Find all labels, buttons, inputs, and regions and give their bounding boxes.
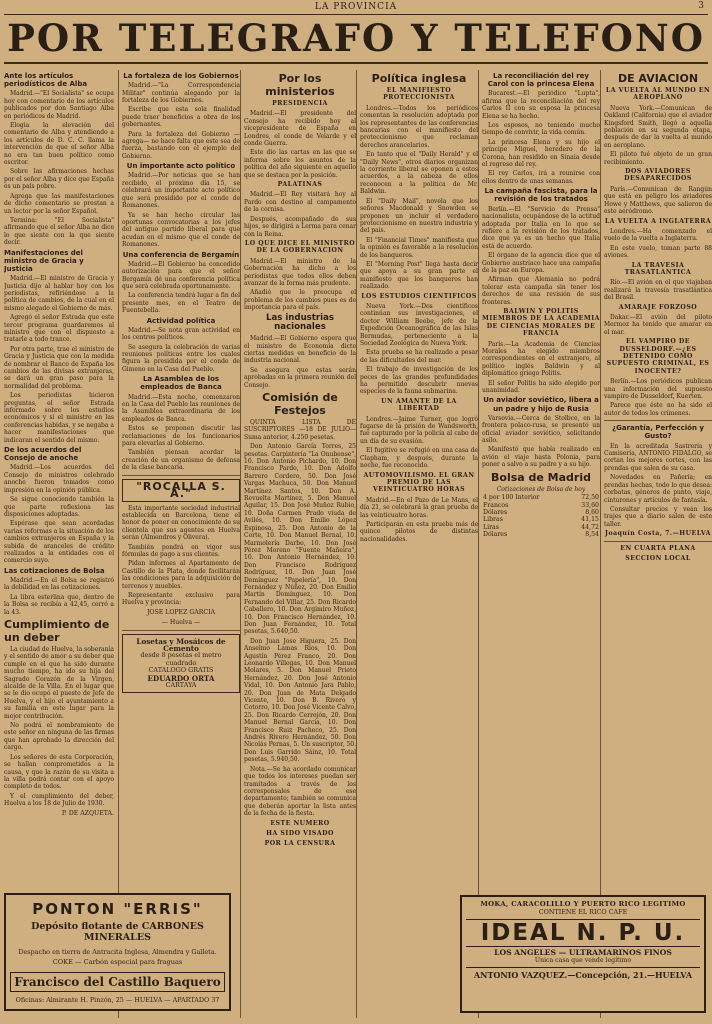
paragraph: Londres.—Jaime Turner, que logró fugarse de la prisión de Wandsworth, fué capturado por la policía al cabo de un día de su evasión. [360,415,478,445]
subhead: BALWIN Y POLITIS MIEMBROS DE LA ACADEMIA DE CIENCIAS MORALES DE FRANCIA [482,307,600,338]
headline: DE AVIACION [617,72,699,85]
paragraph: Representante exclusivo para Huelva y provincia: [122,591,240,607]
paragraph: Ya se han hecho circular las oportunas convocatorias a los jefes del antiguo partido liberal para que acudan en el mismo que el conde de Romanones. [122,211,240,249]
paragraph: Madrid.—En el Bolsa se registró la debilidad en las cotizaciones. [4,576,114,592]
paragraph: Madrid.—El Gobierno ha concedido autorización para que el señor Bergamín dé una conferencia política que será celebrada oportunamente. [122,260,240,290]
paragraph: La libra esterlina que, dentro de la Bolsa se recibía a 42,45, cerró a la 43. [4,593,114,616]
table-row [482,494,600,501]
headline: Las industrias nacionales [265,312,335,333]
subhead: AMARAJE FORZOSO [618,303,698,311]
ad-name: EDUARDO ORTA [147,673,215,683]
paragraph: El señor Politis ha sido elegido por unanimidad. [482,379,600,395]
divider [122,630,240,631]
headline: ¿Garantía, Perfección y Gusto? [612,424,704,441]
bolsa-subtitle: Cotizaciones de Bolsa de hoy [496,485,586,493]
paragraph: Pidan informes al Apartamento de Castillo de la Plata, donde facilitarán las condiciones para la adquisición de terrenos y muebles. [122,560,240,590]
paragraph: Espérase que sean acordadas varias reformas a la situación de los cambios extranjeros en España y la subida de aranceles de crédito realizados a la entidades con el comercio suyo. [4,520,115,565]
ideal-npu-ad [460,895,706,1013]
subhead: PRESIDENCIA [272,100,328,107]
subhead: UN AMANTE DE LA LIBERTAD [381,397,457,413]
headline: La fortaleza de los Gobiernos [123,72,239,80]
paragraph: Elogia la elevación del comentario de Alba y atendiendo a los artículos de D. C. C. llama la intervención de que el señor Alba no era tan buen político como escritor. [4,122,114,167]
paragraph: El "Morning Post" llega hasta decir que apoya a su gran parte el manifiesto que los banqueros han realizado. [360,260,478,291]
paragraph: Y el cumplimiento del deber, Huelva a los 18 de Julio de 1930. [4,792,114,808]
paragraph: Se asegura que estas serán aprobadas en la primera reunión del Consejo. [244,366,356,389]
paper-name: LA PROVINCIA [314,2,398,12]
headline: Las cotizaciones de Bolsa [4,566,105,575]
ponton-erris-ad [4,893,231,1011]
headline: Ante los artículos periodísticos de Alba [4,72,88,89]
masthead [0,0,712,64]
page-number: 3 [698,1,704,11]
column-4 [356,70,481,1018]
column-2 [118,70,243,1018]
ad-line: COKE — Carbón especial para fraguas [52,958,183,966]
paragraph: Se asegura la celebración de varias reuniones políticas entre los cuales figura la presidida por el conde de Gimeno en la Casa del Pueblo. [122,343,240,373]
headline: De los acuerdos del Consejo de anoche [4,446,82,463]
censor-note: HA SIDO VISADO [266,829,334,837]
ad-title: Losetas y Mosáicos de Cemento [136,636,226,653]
ad-store: LOS ANGELES — ULTRAMARINOS FINOS [494,948,672,957]
paragraph: Madrid.—"El Socialista" se ocupa hoy con comentario de los artículos publicados por don Santiago Alba en periódicos de Madrid. [4,90,114,120]
page-title: POR TELEGRAFO Y TELEFONO [7,16,705,60]
paragraph: Por otra parte, trae el ministro de Gracia y Justicia que con la medida de nombrar el Banco de España los cambios de las divisas extranjeras, se dará un gran paso para la normalidad del problema. [4,345,114,390]
paragraph: Madrid.—"La Correspondencia Militar" continúa alegando por la fortaleza de los Gobiernos. [122,82,240,105]
subhead: EL MANIFIESTO PROTECCIONISTA [383,87,455,102]
bolsa-value: 33,60 [581,501,599,509]
headline: Cumplimiento de un deber [4,618,110,644]
column-1 [4,70,117,1018]
subhead: AUTOMOVILISMO. EL GRAN PREMIO DE LAS VEINTICUATRO HORAS [363,471,475,494]
ad-owner: ANTONIO VAZQUEZ.—Concepción, 21.—HUELVA [466,967,700,980]
paragraph: Berlín.—Los periódicos publican una información del supuesto vampiro de Dusseldorf, Kuerten. [604,378,712,401]
bolsa-label: Dólares [483,531,508,539]
bolsa-value: 44,72 [581,523,599,531]
paragraph: Participarán en esta prueba más de quince pilotos de distintas nacionalidades. [360,520,478,543]
subhead: LO QUE DICE EL MINISTRO DE LA GOBERNACION [244,239,356,255]
paragraph: Este dio las cartas en las que se informa sobre los asuntos de la política del año siguiente en aquello que se destaca por la posición. [244,149,356,179]
ad-title: PONTON "ERRIS" [32,900,203,918]
subscriber-list: Don Juan Jose Higuera, 25. Don Anselmo Lamas Ríos, 10. Don Agustín Pérez Franco, 20. Don Leonardo Villegas, 10. Don Manuel Molares, 5. Don Manuel Prieto Hernández, 20. Don José Antonio Vidal, 10. Don Antonio Jara Pablo, 20. Don Juan de Mata Delgado Vicente, 10. Don B. Rivero y Cotorro, 10. Don José Vicente Calvo, 25. Don Ricardo Cerrejón, 20. Don Manuel Bernal García, 10. Don Francisco Ruiz Pacheco, 25. Don Andrés Rivero Hernández, 50. Don Nicolás Pernas, 5. Un suscriptor, 50. Don Luis Garrido Sáinz, 10. Total pesetas, 5.940,50. [244,637,356,764]
subhead: LA VUELTA AL MUNDO EN AEROPLANO [605,87,711,102]
divider [122,475,240,476]
paragraph: En este vuelo, toman parte 88 aviones. [604,244,712,260]
paragraph: Se sigue conociendo también la que parte reflexiona las disposiciones adoptadas. [4,496,114,518]
paragraph: QUINTA LISTA DE SUSCRIPTORES —18 DE JULIO— Suma anterior, 4.250 pesetas. [244,419,356,441]
table-row [482,516,600,523]
divider [4,14,708,15]
censor-note: POR LA CENSURA [264,840,336,848]
subhead: LA VUELTA A INGLATERRA [604,217,712,225]
headline: La reconciliación del rey Carol con la princesa Elena [487,72,595,89]
headline: Actividad política [146,316,216,325]
headline: La Asamblea de los empleados de Banca [140,375,222,392]
ad-title: "ROCALLA S. A." [136,479,226,501]
paragraph: La ciudad de Huelva, la soberanía y el sentido de amor a su deber que cumple en el que ha sido durante mucho tiempo, ha ido su hija del Sagrado Corazón de la Virgen, alcalde de la Villa. En el lugar que se le dio ocupó el puesto de Jefe de Huelva, y el hijo el ayuntamiento a su familia en este lugar para la mejor contribución. [4,646,114,720]
paragraph: Londres.—Ha comenzado el vuelo de la vuelta a Inglaterra. [604,227,712,243]
ad-line: Única casa que vende legítimo [534,957,632,964]
paragraph: El rey Carlos, irá a reunirse con ellos dentro de unas semanas. [482,170,600,185]
subhead: EN CUARTA PLANA [620,544,696,552]
headline: Comisión de Festejos [262,391,338,417]
paragraph: El piloto fué objeto de un gran recibimiento. [604,151,712,166]
ad-city: — Huelva — [161,619,201,627]
paragraph: La princesa Elena y su hijo el príncipe Miguel, heredero de la Corona, han residido en Sinaia desde el regreso del rey. [482,138,600,169]
subscriber-list: Don Antonio García Torres, 25 pesetas. Carpintería "La Onubense", 10. Don Antonio Pichardo, 10. Don Francisco Pardo, 10. Don Adolfo Barrero Cordero, 50. Don José Vargas Machuca, 50. Don Manuel Martínez Santos, 10. Don A. Revuelta Martínez, 5. Don Manuel Aguilar, 15. Don José Muñoz Rubio, 10. Doña Carmen Prado viuda de Avilés, 10. Don Emilio López Espinosa, 25. Don Antonio de la Corte, 10. Don Manuel Bernal, 10. Marmolería Darbo, 10. Don José Pérez Moreno "Fuente Mañeira", 10. Don Antonio Hernández, 10. Don Francisco Rodríguez Rodríguez, 10. Don Juan José Domínguez "Papelería", 10. Don Fernández y Núñez, 20. Don Emilio Martín Domínguez, 10. Don Fernando del Villar, 25. Don Ricardo Caballero, 10. Don Argimiro Muñoz, 10. Don Francisco Hernández, 10. Don Juan Fernández, 10. Total pesetas, 5.640,50. [244,443,356,636]
bolsa-value: 72,50 [581,494,599,502]
paragraph: Bucarest.—El periódico "Lupta", afirma que la reconciliación del rey Carlos II con su esposa la princesa Elena se ha hecho. [482,90,600,120]
ad-address: Joaquín Costa, 7.—HUELVA [605,530,711,538]
subhead: LOS ESTUDIOS CIENTIFICOS [361,292,477,300]
paragraph: Esta prueba se ha realizado a pesar de las dificultades del mar. [360,349,478,364]
divider [604,420,712,421]
headline: Manifestaciones del ministro de Gracia y Justicia [4,248,84,273]
ad-line: MOKA, CARACOLILLO Y PUERTO RICO LEGITIMO [480,900,686,908]
paragraph: También piensan acordar la creación de un organismo de defensa de la clase bancaria. [122,449,240,472]
bolsa-label: 4 por 100 Interior [483,494,540,502]
paragraph: Río.—El avión en el que viajaban realizará la travesía trasatlántica del Brasil. [604,279,712,302]
paragraph: En tanto que el "Daily Herald" y el "Daily News", otros diarios organizan la corriente liberal se oponen a estos acuerdos, a la cabeza de ellos reconocen a la política de Mr. Baldwin. [360,151,478,196]
table-row [482,524,600,531]
ad-owner: Francisco del Castillo Baquero [10,972,225,992]
paragraph: La conferencia tendrá lugar a fin del presente mes, en el Teatro de Fuentebella. [122,292,240,315]
bolsa-value: 41,15 [581,516,599,524]
paragraph: Termina: "El Socialista" afirmando que el señor Alba no dice lo que siente con la que siente decir. [4,216,114,247]
paragraph: Nueva York.—Dos científicos continúan sus investigaciones, el doctor William Beebe, jefe de la Expedición Oceanográfica de las Islas Bermudas, perteneciente a la Sociedad Zoológica de Nueva York. [360,302,478,347]
paragraph: El órgano de la agencia dice que el Gobierno austríaco hace una campaña de la paz en Europa. [482,252,600,274]
paragraph: Parece que éste no ha sido el autor de todos los crímenes. [604,402,712,417]
paragraph: Madrid.—El presidente del Consejo ha recibido hoy al vicepresidente de España en Londres, el conde de Velarde y el conde Guerra. [244,110,356,148]
paragraph: Madrid.—El Gobierno espera que el ministro de Economía dicte ciertas medidas en beneficio de la industria nacional. [244,335,356,365]
headline: Un importante acto político [126,162,236,171]
paragraph: Esta importante sociedad industrial establecida en Barcelona, tiene el honor de poner en conocimiento de su clientela que sus agentes en Huelva serán (Almendros y Olivera). [122,504,240,542]
bolsa-label: Dólares [483,508,508,516]
ad-line: CATALOGO GRATIS [148,666,214,675]
paragraph: El "Financial Times" manifiesta que la opinión es favorable a la resolución de los banqueros. [360,236,478,259]
paragraph: Agregó el señor Estrada que este tercer programa guardaremos al ministro que con el dispuesto a tratarle a todo trance. [4,314,114,344]
paragraph: Novedades en Pañería; en prendas hechas, todo lo que desea: corbatas, géneros de punto, viaje, cinturones y artículos de fantasía. [604,474,712,504]
paragraph: Sobre las afirmaciones hechas por el señor Alba y dice que España es un país pobre. [4,168,114,191]
paragraph: Madrid.—El ministro de la Gobernación ha dicho a los periodistas que todos ellos deben avanzar de la forma más prudente. [244,257,356,287]
paragraph: Los esposos, no teniendo mucho tiempo de convivir, la vida común. [482,122,600,137]
paragraph: También pondrá en vigor sus fórmulas de pago a sus clientes. [122,543,240,558]
paragraph: Consultar precios y veán los trajes que a diario salen de este taller. [604,505,712,528]
signature: JOSE LOPEZ GARCIA [146,608,216,616]
paragraph: En la acreditada Sastrería y Camisería, ANTONIO FIDALGO, se cortan los mejores cortes, con las prendas que salen de su casa. [604,442,712,472]
paragraph: Varsovia.—Cerca de Stolbce, en la frontera polaco-rusa, se presentó un oficial aviador soviético, solicitando asilo. [482,414,600,445]
divider [4,62,708,64]
ad-line: Despacho en tierra de Antracita Inglesa, Almendra y Galleta. [18,948,217,956]
paragraph: Nueva York.—Comunican de Oakland (California) que el aviador Kingsford Smith, llegó a aquella población en su segunda etapa, después de dar la vuelta al mundo en aeroplano. [604,104,712,149]
ad-address: Oficinas: Almirante H. Pinzón, 25 — HUELVA — APARTADO 37 [15,996,220,1004]
headline: Por los ministerios [265,72,335,98]
paragraph: Añadió que le preocupa el problema de los cambios pues es de importancia para el país. [244,289,356,312]
subhead: LA TRAVESIA TRASATLANTICA [624,261,692,276]
paragraph: Los señores de esta Corporación, se hallan comprometidos a la causa, y que la razón de su visita a la villa podrá contar con el apoyo completo de todos. [4,753,114,791]
paragraph: Berlín.—El "Servicio de Prensa" nacionalista, ocupándose de la actitud adoptada por Italia en lo que se refiere a la revisión de los tratados, dice que ya es un hecho que Italia está de acuerdo. [482,205,600,250]
column-3 [240,70,359,1018]
paragraph: Escribe que esta sola finalidad puede traer beneficios a obra de los gobernantes. [122,106,240,129]
table-row [482,502,600,509]
ad-line: CONTIENE EL RICO CAFE [538,908,628,916]
paragraph: Madrid.—Se nota gran actividad en los centros políticos. [122,326,240,342]
headline: Política inglesa [371,72,467,85]
censor-note: ESTE NUMERO [270,819,330,827]
ad-line: desde 8 pesetas el metro cuadrado [140,651,222,667]
paragraph: Agrega que las manifestaciones de dicho comentario se prestan a un lector por la señor Español. [4,192,114,215]
paragraph: Nota.—Se ha acordado comunicar que todos los intereses puedan ser tramitados a través de los corresponsales de ese departamento; también se comunica que deberán aportar la lista antes de la fecha de la fiesta. [244,765,356,818]
ad-line: Depósito flotante de CARBONES MINERALES [31,921,204,943]
bolsa-label: Liras [483,523,499,531]
headline: La campaña fascista, para la revisión de los tratados [484,187,598,204]
paragraph: Para la fortaleza del Gobierno —agrega— no hace falta que este sea de fuerza, bastando con el ejemplo del Gobierno. [122,130,240,160]
paragraph: Manifestó que había realizado en avión el viaje hasta Polonia, para poner a salvo a su padre y a su hijo. [482,446,600,469]
paragraph: Madrid.—Por noticias que se han recibido, el próximo día 15, se celebrará un importante acto político que será presidido por el conde de Romanones. [122,172,240,210]
column-6 [600,70,712,1018]
rocalla-ad [122,479,240,502]
bolsa-value: 8,54 [585,531,599,539]
ad-brand: IDEAL N. P. U. [466,919,700,947]
paragraph: Madrid.—El Rey visitará hoy al Pardo con destino al campamento de la cornisa. [244,191,356,214]
headline: Un aviador soviético, libera a un padre y hijo de Rusia [483,396,599,413]
paragraph: No podrá el nombramiento de este señor en ninguna de las firmas que han aprobado la dirección del cargo. [4,722,114,752]
headline: Una conferencia de Bergamín [122,250,240,259]
subhead: PALATINAS [277,181,323,189]
paragraph: Dakar.—El avión del piloto Mermoz ha tenido que amarar en el mar. [604,313,712,336]
paragraph: El "Daily Mail", novela que los señores Macdonald y Snowden se proponen un incluir el verdadero proteccionismo en nuestra industria y del país. [360,197,478,235]
bolsa-label: Francos [483,501,509,509]
paragraph: Después, acompañado de sus hijos, se dirigirá a Lerma para cenar con la Reina. [244,215,356,238]
headline: Bolsa de Madrid [491,470,591,484]
paragraph: El trabajo de investigación de los peces de las grandes profundidades ha permitido descubrir nuevas especies de la fauna submarina. [360,366,478,396]
paragraph: Madrid.—Los acuerdos del Consejo de ministros celebrado anoche fueron tomados como impresión en la opinión pública. [4,464,114,494]
column-5 [478,70,603,1018]
losetas-ad [122,634,240,694]
paragraph: Estos se proponen discutir las reclamaciones de los funcionarios para elevarlas al Gobierno. [122,425,240,448]
ad-city: CARTAYA [165,681,197,690]
subhead: DOS AVIADORES DESAPARECIDOS [624,168,692,183]
divider [604,541,712,542]
paragraph: París.—La Academia de Ciencias Morales ha elegido miembros correspondientes en el extranjero, al político inglés Baldwin y al diplomático griego Politis. [482,340,600,378]
paragraph: Los periodistas hicieron preguntas, el señor Estrada informado sobre los estudios económicos y si el ministro en las conferencias habidas, y se negaba a hacer manifestaciones que indicaran el sentido del mismo. [4,392,114,444]
signature: P. DE AZQUETA. [61,809,114,817]
paragraph: Madrid.—El ministro de Gracia y Justicia dijo al hablar hoy con los periodistas, refiriéndose a la política de cambios, de la cual en el mismo alegado el Gobierno de más. [4,275,114,312]
subhead: SECCION LOCAL [625,554,691,562]
bolsa-table [482,494,600,538]
paragraph: Madrid.—Esta noche, comenzaron en la Casa del Pueblo las reuniones de la Asamblea extraordinaria de los empleados de Banca. [122,393,240,423]
bolsa-value: 8,60 [585,508,599,516]
table-row [482,531,600,538]
table-row [482,509,600,516]
paragraph: El fugitivo se refugió en una casa de Clapham, y después, durante la noche, fue reconocido. [360,447,478,470]
paragraph: París.—Comunican de Rangún que está en peligro los aviadores Howe y Matthews, que salieron de este aeródromo. [604,185,712,216]
paragraph: Madrid.—En el Pazo de Le Mans, el día 21, se celebrará la gran prueba de las veinticuatro horas. [360,496,478,519]
bolsa-label: Libras [483,516,503,524]
subhead: EL VAMPIRO DE DUSSELDORF.—¿ES DETENIDO COMO SUPUESTO CRIMINAL, ES INOCENTE? [606,338,710,375]
paragraph: Afirman que Alemania no podrá tolerar esta campaña sin tener los derechos de una revisión de sus fronteras. [482,276,600,306]
paragraph: Londres.—Todos los periódicos comentan la resolución adoptada por los representantes de las conferencias bancarias con el manifiesto del proteccionismo que reclaman derechos arancelarios. [360,104,478,149]
